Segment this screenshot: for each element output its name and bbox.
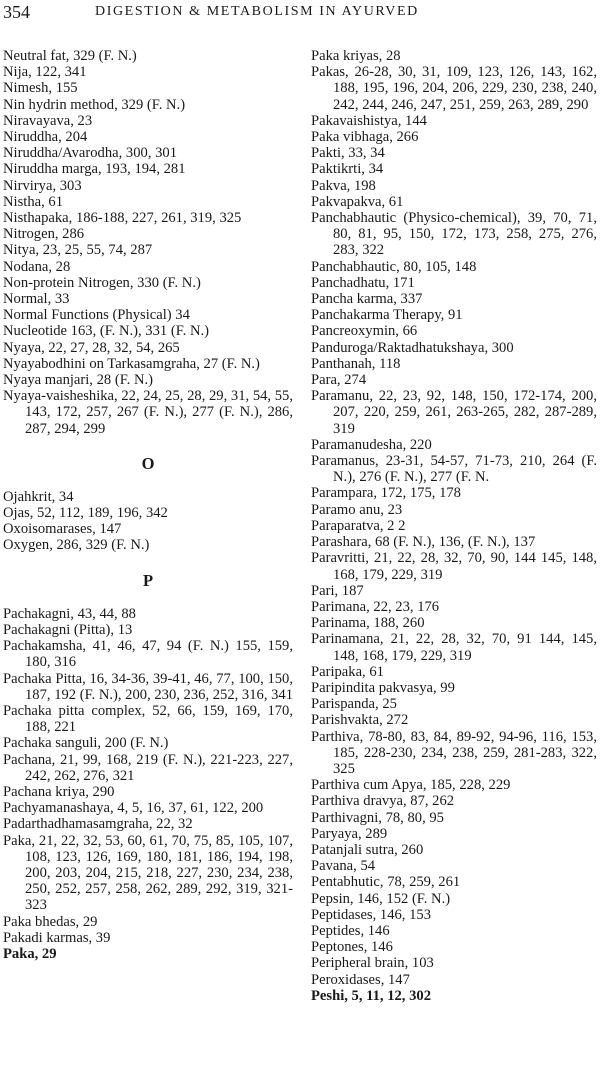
index-column-right: [311, 48, 597, 1004]
index-entry: Pakas, 26-28, 30, 31, 109, 123, 126, 143, 162, 188, 195, 196, 204, 206, 229, 230, 238, 240, 242, 244, 246, 247, 251, 259, 263, 289, 290: [311, 64, 597, 113]
index-entry: Niravayava, 23: [3, 112, 93, 129]
index-entry: Paryaya, 289: [311, 825, 388, 842]
index-entry: Panchabhautic, 80, 105, 148: [311, 258, 477, 275]
index-entry: Pakvapakva, 61: [311, 193, 404, 210]
index-entry: Nyaya, 22, 27, 28, 32, 54, 265: [3, 339, 180, 356]
index-entry: Paramanu, 22, 23, 92, 148, 150, 172-174, 200, 207, 220, 259, 261, 263-265, 282, 287-289, 319: [311, 388, 597, 437]
index-entry: Parthivagni, 78, 80, 95: [311, 809, 444, 826]
index-entry: Nyaya manjari, 28 (F. N.): [3, 372, 153, 389]
index-entry: Oxoisomarases, 147: [3, 521, 122, 538]
index-entry: Parimana, 22, 23, 176: [311, 598, 440, 615]
index-entry: Pachaka Pitta, 16, 34-36, 39-41, 46, 77, 100, 150, 187, 192 (F. N.), 200, 230, 236, 252, 316, 341: [3, 670, 294, 703]
section-letter-o: O: [141, 453, 155, 473]
index-entry: Oxygen, 286, 329 (F. N.): [3, 537, 150, 554]
index-entry: Nodana, 28: [3, 258, 71, 275]
index-entry: Nistha, 61: [3, 193, 63, 210]
index-entry: Parampara, 172, 175, 178: [311, 485, 461, 502]
index-entry: Non-protein Nitrogen, 330 (F. N.): [3, 274, 201, 291]
index-entry: Pachana kriya, 290: [3, 783, 115, 800]
index-entry: Paraparatva, 2 2: [311, 517, 406, 534]
index-entry: Nirvirya, 303: [3, 177, 82, 194]
section-letter-p: P: [142, 570, 154, 590]
index-entry: Pavana, 54: [311, 858, 376, 875]
index-entry: Pakti, 33, 34: [311, 145, 385, 162]
index-entry: Paravritti, 21, 22, 28, 32, 70, 90, 144 145, 148, 168, 179, 229, 319: [311, 550, 597, 583]
index-entry: Paka, 21, 22, 32, 53, 60, 61, 70, 75, 85, 105, 107, 108, 123, 126, 169, 180, 181, 186, 194, 198, 200, 203, 204, 215, 218, 227, 230, 234, 238, 250, 252, 257, 258, 262, 289, 292, 319, 321-323: [3, 832, 293, 914]
index-entry-bold: Peshi, 5, 11, 12, 302: [311, 987, 431, 1004]
index-entry: Nitrogen, 286: [3, 226, 85, 243]
index-entry: Pancha karma, 337: [311, 291, 423, 308]
index-entry: Paktikrti, 34: [311, 161, 384, 178]
index-entry: Parthiva, 78-80, 83, 84, 89-92, 94-96, 116, 153, 185, 228-230, 234, 238, 259, 281-283, 322, 325: [311, 728, 597, 777]
index-entry: Nin hydrin method, 329 (F. N.): [3, 96, 186, 113]
index-entry: Nisthapaka, 186-188, 227, 261, 319, 325: [3, 210, 242, 227]
index-entry: Paka bhedas, 29: [3, 913, 98, 930]
index-entry: Pachana, 21, 99, 168, 219 (F. N.), 221-223, 227, 242, 262, 276, 321: [3, 751, 293, 784]
index-entry: Nitya, 23, 25, 55, 74, 287: [3, 242, 153, 259]
index-entry: Pachakamsha, 41, 46, 47, 94 (F. N.) 155, 159, 180, 316: [3, 638, 293, 671]
index-entry: Pachaka sanguli, 200 (F. N.): [3, 735, 169, 752]
index-entry: Paripindita pakvasya, 99: [311, 679, 455, 696]
index-entry: Nija, 122, 341: [3, 64, 87, 81]
index-entry: Paramanudesha, 220: [311, 436, 432, 453]
index-entry: Pachaka pitta complex, 52, 66, 159, 169, 170, 188, 221: [3, 702, 293, 736]
index-entry: Patanjali sutra, 260: [311, 841, 424, 858]
index-entry: Panchakarma Therapy, 91: [311, 307, 463, 324]
index-entry-bold: Paka, 29: [3, 945, 57, 962]
index-entry: Paka vibhaga, 266: [311, 129, 419, 146]
index-entry: Panchabhautic (Physico-chemical), 39, 70, 71, 80, 81, 95, 150, 172, 173, 258, 275, 276, 283, 322: [311, 210, 597, 259]
index-entry: Panthanah, 118: [311, 355, 401, 372]
index-group-o: [3, 489, 293, 554]
index-entry: Ojas, 52, 112, 189, 196, 342: [3, 505, 168, 522]
index-entry: Panduroga/Raktadhatukshaya, 300: [311, 339, 514, 356]
index-group-n: [3, 48, 293, 437]
index-entry: Nyaya-vaisheshika, 22, 24, 25, 28, 29, 31, 54, 55, 143, 172, 257, 267 (F. N.), 277 (F. N.), 286, 287, 294, 299: [3, 388, 293, 437]
index-entry: Parthiva cum Apya, 185, 228, 229: [311, 777, 511, 794]
index-entry: Niruddha, 204: [3, 129, 88, 146]
index-entry: Peroxidases, 147: [311, 971, 410, 988]
index-entry: Ojahkrit, 34: [3, 488, 74, 505]
index-entry: Peripheral brain, 103: [311, 955, 434, 972]
index-entry: Paka kriyas, 28: [311, 48, 401, 64]
index-group-p: [3, 606, 293, 962]
page-header: [3, 2, 594, 26]
index-entry: Pachakagni, 43, 44, 88: [3, 605, 136, 622]
index-entry: Parinamana, 21, 22, 28, 32, 70, 91 144, 145, 148, 168, 179, 229, 319: [311, 631, 597, 664]
index-entry: Parishvakta, 272: [311, 712, 409, 729]
index-entry: Parinama, 188, 260: [311, 615, 425, 632]
index-entry: Peptides, 146: [311, 922, 390, 939]
index-entry: Pentabhutic, 78, 259, 261: [311, 874, 461, 891]
index-entry: Pachakagni (Pitta), 13: [3, 621, 133, 638]
index-entry: Nimesh, 155: [3, 80, 78, 97]
index-entry: Nucleotide 163, (F. N.), 331 (F. N.): [3, 323, 210, 340]
index-entry: Para, 274: [311, 372, 367, 389]
index-entry: Pakva, 198: [311, 177, 376, 194]
index-entry: Pachyamanashaya, 4, 5, 16, 37, 61, 122, 200: [3, 800, 264, 817]
index-entry: Paramo anu, 23: [311, 501, 403, 518]
index-entry: Parispanda, 25: [311, 696, 397, 713]
index-entry: Parashara, 68 (F. N.), 136, (F. N.), 137: [311, 534, 536, 551]
index-entry: Nyayabodhini on Tarkasamgraha, 27 (F. N.): [3, 355, 260, 372]
page-number: 354: [3, 2, 30, 22]
index-entry: Parthiva dravya, 87, 262: [311, 793, 455, 810]
index-entry: Paramanus, 23-31, 54-57, 71-73, 210, 264 (F. N.), 276 (F. N.), 277 (F. N.: [311, 453, 597, 486]
index-entry: Pancreoxymin, 66: [311, 323, 418, 340]
index-entry: Pepsin, 146, 152 (F. N.): [311, 890, 451, 907]
index-entry: Paripaka, 61: [311, 663, 384, 680]
running-title: DIGESTION & METABOLISM IN AYURVED: [95, 4, 419, 19]
index-column-left: [3, 48, 293, 962]
index-entry: Peptones, 146: [311, 939, 393, 956]
index-entry: Niruddha/Avarodha, 300, 301: [3, 145, 178, 162]
index-entry: Padarthadhamasamgraha, 22, 32: [3, 816, 193, 833]
index-entry: Pari, 187: [311, 582, 364, 599]
index-entry: Normal Functions (Physical) 34: [3, 307, 190, 324]
index-entry: Pakadi karmas, 39: [3, 929, 111, 946]
index-entry: Peptidases, 146, 153: [311, 906, 431, 923]
index-entry: Neutral fat, 329 (F. N.): [3, 48, 137, 64]
index-entry: Normal, 33: [3, 291, 70, 308]
index-entry: Niruddha marga, 193, 194, 281: [3, 161, 186, 178]
index-entry: Panchadhatu, 171: [311, 274, 415, 291]
index-entry: Pakavaishistya, 144: [311, 112, 427, 129]
